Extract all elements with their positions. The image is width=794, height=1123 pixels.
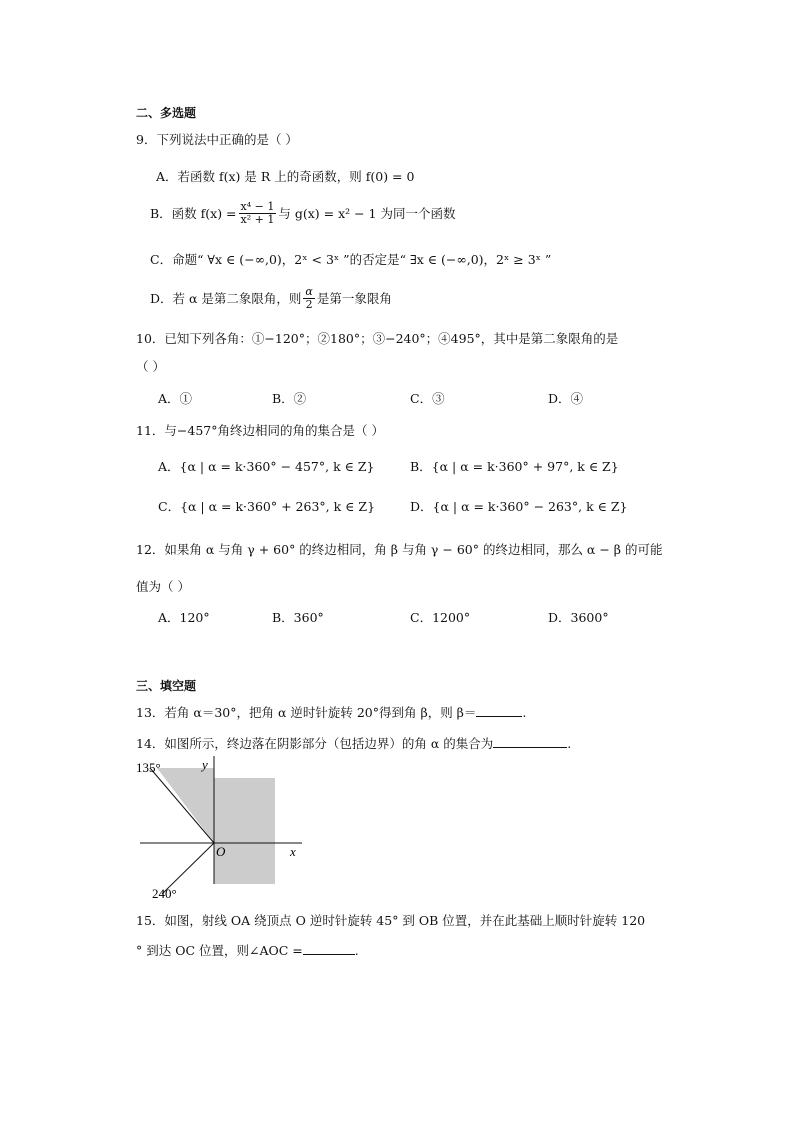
- question-15-answer-blank[interactable]: [303, 942, 355, 955]
- question-10-option-d: D．④: [548, 391, 584, 406]
- question-15-text-cont: ° 到达 OC 位置，则∠AOC =: [136, 943, 303, 958]
- question-10-stem: 10．已知下列各角：①−120°；②180°；③−240°；④495°，其中是第二象限角的是: [136, 331, 619, 346]
- question-14-text: 14．如图所示，终边落在阴影部分（包括边界）的角 α 的集合为: [136, 736, 494, 751]
- question-9-option-a: A．若函数 f(x) 是 R 上的奇函数，则 f(0) = 0: [156, 169, 415, 184]
- question-13-end: .: [522, 705, 527, 720]
- option-d-fraction-numerator: α: [305, 285, 313, 298]
- question-11-option-b: B．{α | α = k·360° + 97°, k ∈ Z}: [410, 459, 619, 474]
- label-240: 240°: [152, 886, 177, 901]
- question-14-answer-blank[interactable]: [493, 735, 567, 748]
- question-11-option-a: A．{α | α = k·360° − 457°, k ∈ Z}: [158, 459, 375, 474]
- question-10-option-c: C．③: [410, 391, 445, 406]
- question-9-option-c: C．命题“ ∀x ∈ (−∞,0)，2ˣ < 3ˣ ”的否定是“ ∃x ∈ (−∞,0)，2ˣ ≥ 3ˣ ”: [150, 252, 552, 267]
- question-12-option-c: C．1200°: [410, 610, 471, 625]
- question-10-stem-cont: （ ）: [136, 359, 165, 374]
- question-12-option-b: B．360°: [272, 610, 324, 625]
- option-d-suffix: 是第一象限角: [316, 291, 392, 307]
- question-9-option-b: [150, 201, 455, 225]
- section-heading-multi-choice: 二、多选题: [136, 106, 197, 120]
- question-10-option-a: A．①: [158, 391, 193, 406]
- label-origin: O: [216, 844, 226, 859]
- question-11-option-c: C．{α | α = k·360° + 263°, k ∈ Z}: [158, 499, 376, 514]
- option-b-fraction-numerator: x⁴ − 1: [240, 200, 275, 213]
- option-d-prefix: D．若 α 是第二象限角，则: [150, 291, 302, 307]
- question-15-text: 15．如图，射线 OA 绕顶点 O 逆时针旋转 45° 到 OB 位置，并在此基础上顺时针旋转 120: [136, 913, 646, 928]
- option-b-fraction-denominator: x² + 1: [240, 212, 275, 226]
- question-11-stem: 11．与−457°角终边相同的角的集合是（ ）: [136, 423, 384, 438]
- question-12-stem: 12．如果角 α 与角 γ + 60° 的终边相同，角 β 与角 γ − 60° 的终边相同，那么 α − β 的可能: [136, 542, 663, 557]
- question-12-option-d: D．3600°: [548, 610, 609, 625]
- question-14-end: .: [567, 736, 572, 751]
- question-14: [136, 734, 571, 752]
- option-d-fraction: [303, 286, 314, 310]
- question-9-option-d: [150, 286, 392, 310]
- label-x: x: [290, 844, 296, 859]
- question-11-option-d: D．{α | α = k·360° − 263°, k ∈ Z}: [410, 499, 628, 514]
- question-9-stem: 9．下列说法中正确的是（ ）: [136, 132, 298, 147]
- question-13-text: 13．若角 α＝30°，把角 α 逆时针旋转 20°得到角 β，则 β＝: [136, 705, 477, 720]
- option-b-fraction: [239, 201, 277, 225]
- section-heading-fill-blank: 三、填空题: [136, 679, 197, 693]
- option-b-prefix: B．函数 f(x) =: [150, 206, 237, 222]
- question-15-end: .: [354, 943, 359, 958]
- label-135: 135°: [136, 760, 161, 775]
- question-15-cont: [136, 941, 359, 959]
- question-14-figure: [130, 752, 320, 902]
- question-13-answer-blank[interactable]: [476, 704, 522, 717]
- option-b-suffix: 与 g(x) = x² − 1 为同一个函数: [278, 206, 456, 222]
- label-y: y: [202, 757, 208, 772]
- question-13: [136, 703, 526, 721]
- question-12-option-a: A．120°: [158, 610, 210, 625]
- shaded-region: [157, 768, 275, 884]
- question-10-option-b: B．②: [272, 391, 307, 406]
- option-d-fraction-denominator: 2: [305, 297, 313, 311]
- question-12-stem-cont: 值为（ ）: [136, 579, 190, 594]
